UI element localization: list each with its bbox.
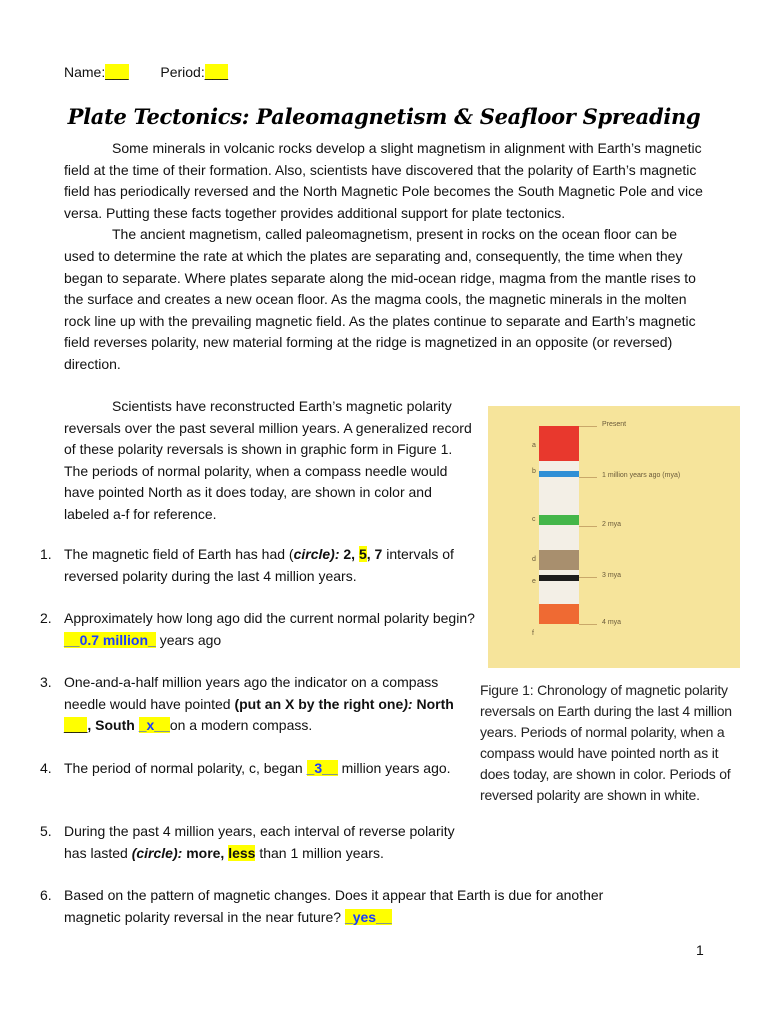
normal-polarity-band-b [539,471,579,477]
question-3-suffix: on a modern compass. [169,717,313,733]
south-answer[interactable]: _x__ [138,717,170,733]
question-number: 4. [40,760,52,776]
normal-polarity-band-d [539,550,579,570]
question-number: 6. [40,887,52,903]
question-number: 1. [40,546,52,562]
tick-4mya [579,624,597,625]
option-less-selected[interactable]: less [228,844,256,861]
intro-text [64,138,704,376]
band-label-e: e [532,578,536,585]
answer-3[interactable]: _3__ [306,760,338,776]
north-label: North [416,695,454,712]
time-label-2mya: 2 mya [602,521,622,528]
question-6-prompt: Based on the pattern of magnetic changes. Does it appear that Earth is due for another magnetic polarity reversal in the near future? [64,887,604,925]
question-5-suffix: than 1 million years. [255,844,384,861]
intro-paragraph-1: Some minerals in volcanic rocks develop a slight magnetism in alignment with Earth’s magnetic field at the time of their formation. Also, scientists have discovered that the polarity of Earth’s magnetic field has periodically reversed and the North Magnetic Pole becomes the South Magnetic Pole and vice versa. Putting these facts together provides additional support for plate tectonics. [64,140,703,221]
question-4 [40,758,480,780]
option-more[interactable]: more, [186,844,229,861]
time-label-present: Present [602,421,627,428]
intro-paragraph-3-wrap [64,396,480,526]
tick-1mya [579,477,597,478]
question-text [64,758,454,780]
question-text [64,821,480,864]
south-label: , South [87,717,139,733]
name-label: Name: [64,64,106,80]
question-text [64,608,480,651]
circle-instruction: (circle): [131,844,187,861]
band-label-c: c [532,516,536,523]
question-5-prompt: During the past 4 million years, each interval of reverse polarity has lasted [64,823,455,861]
answer-yes[interactable]: _yes__ [344,908,392,925]
question-number: 5. [40,823,52,839]
question-4-suffix: million years ago. [337,760,451,776]
question-3-instruction-end: ): [403,695,417,712]
intro-paragraph-3: Scientists have reconstructed Earth’s magnetic polarity reversals over the past several million years. A generalized record of these polarity reversals is shown in graphic form in Figure 1. The periods of normal polarity, when a compass needle would have pointed North as it does today, are shown in color and labeled a-f for reference. [64,398,472,522]
time-label-4mya: 4 mya [602,619,622,626]
question-5 [40,821,480,864]
band-label-b: b [532,468,536,475]
question-number: 3. [40,674,52,690]
normal-polarity-band-c [539,515,579,525]
name-blank[interactable]: ___ [105,64,129,80]
page-title: Plate Tectonics: Paleomagnetism & Seafloor Spreading [67,104,701,129]
intro-paragraph-2: The ancient magnetism, called paleomagnetism, present in rocks on the ocean floor can be used to determine the rate at which the plates are separating and, consequently, the time when they began to separate. Where plates separate along the mid-ocean ridge, magma from the mantle rises to the surface and creates a new ocean floor. As the magma cools, the magnetic minerals in the molten rock line up with the prevailing magnetic field. As the plates continue to separate and Earth’s magnetic field reverses polarity, new material forming at the ridge is magnetized in an opposite (or reversed) direction. [64,226,696,372]
page-number: 1 [696,942,704,958]
time-label-1mya: 1 million years ago (mya) [602,472,681,479]
option-2[interactable]: 2, [343,546,356,562]
question-1 [40,544,480,587]
question-text [64,672,480,737]
question-text [64,885,664,928]
figure-caption: Figure 1: Chronology of magnetic polarity reversals on Earth during the last 4 million years. Periods of normal polarity, when a compass would have pointed north as it does today, are shown in color. Periods of reversed polarity are shown in white. [480,682,732,803]
time-label-3mya: 3 mya [602,572,622,579]
answer-0-7-million[interactable]: __0.7 million_ [64,631,156,648]
band-label-a: a [532,442,536,449]
question-2 [40,608,480,651]
question-list [40,544,604,944]
question-1-prompt: The magnetic field of Earth has had ( [64,546,294,562]
polarity-figure [488,406,740,668]
normal-polarity-band-e [539,575,579,581]
question-number: 2. [40,610,52,626]
circle-instruction: circle): [293,546,340,562]
tick-2mya [579,526,597,527]
tick-present [579,426,597,427]
question-1-suffix: intervals of reversed polarity during the last 4 million years. [64,546,454,584]
band-label-d: d [532,556,536,563]
band-label-f: f [532,630,534,637]
header-line [64,64,228,80]
option-7[interactable]: , 7 [366,546,383,562]
north-blank[interactable]: ___ [64,717,88,733]
normal-polarity-band-f [539,604,579,624]
period-label: Period: [160,64,205,80]
question-2-suffix: years ago [155,631,222,648]
question-text [64,544,480,587]
question-6 [40,885,680,928]
question-4-prompt: The period of normal polarity, c, began [64,760,307,776]
period-blank[interactable]: ___ [204,64,229,80]
question-3 [40,672,480,737]
question-3-prompt: One-and-a-half million years ago the indicator on a compass needle would have pointed [64,674,439,712]
question-3-instruction: (put an X by the right one [234,695,404,712]
normal-polarity-band-a [539,426,579,461]
question-2-prompt: Approximately how long ago did the current normal polarity begin? [64,610,475,626]
tick-3mya [579,577,597,578]
option-5-selected[interactable]: 5 [358,546,367,562]
